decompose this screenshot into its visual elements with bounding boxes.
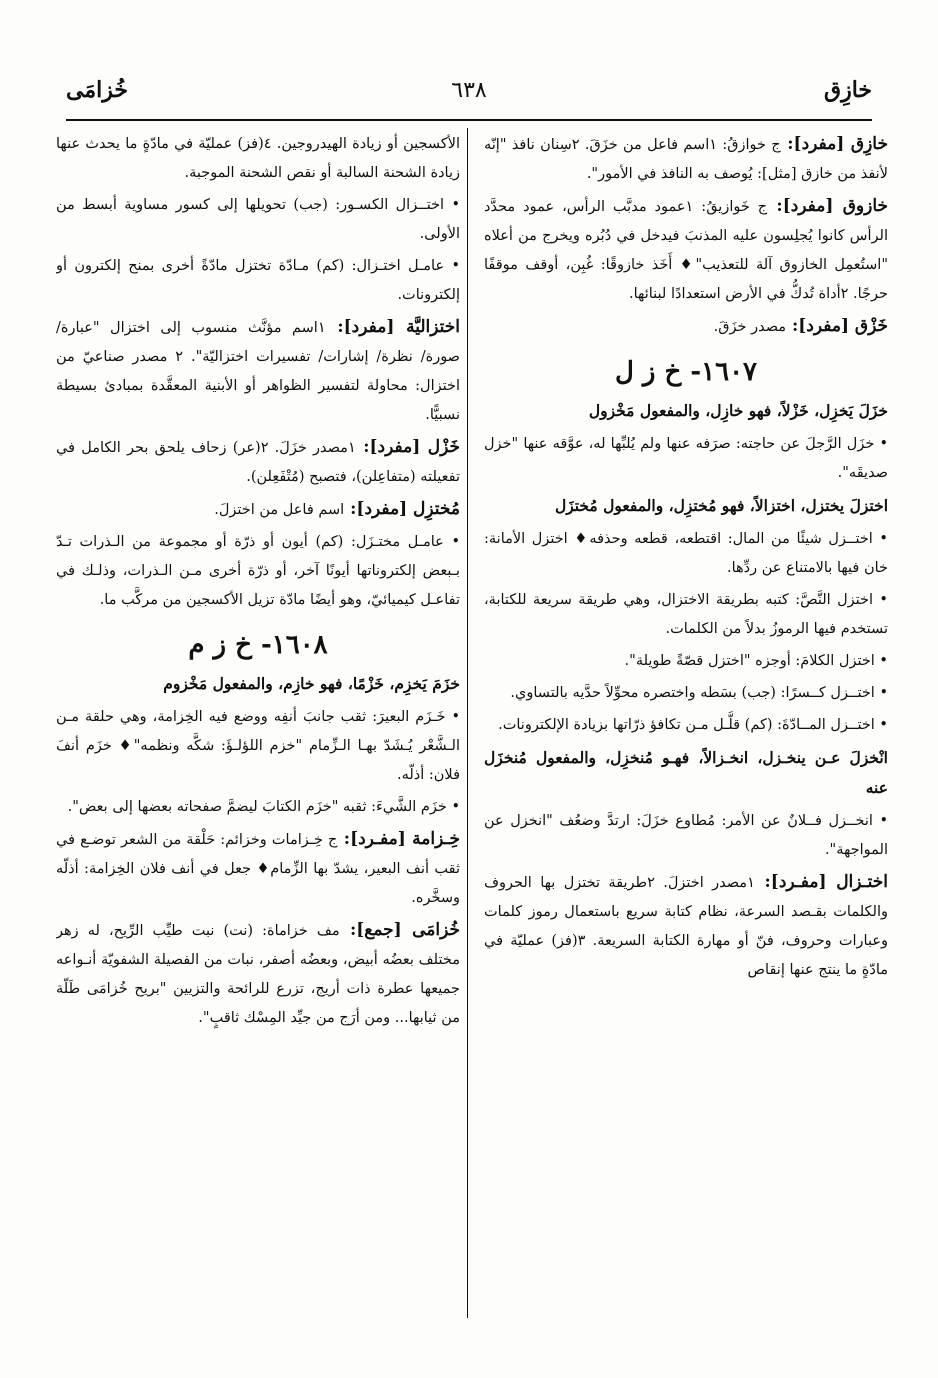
header-left-word: خُزامَى bbox=[66, 77, 128, 103]
right-column bbox=[484, 130, 888, 1338]
header-right-word: خازِق bbox=[824, 77, 872, 103]
entry-definition: ج خَوازيقُ: ١عمود مدبَّب الرأس، عمود محدَّد الرأس كانوا يُجلِسون عليه المذنبَ فيدخل في دُبُره ويخرج من أعلاه "استُعمِل الخازوق آلة للتعذيب"♦ أَخَذ خازوقًا: غُبِن، أوقف موقفًا حرجًا. ٢أداة تُدكُّ في الأرض استعدادًا لبنائها. bbox=[484, 199, 888, 302]
dictionary-entry bbox=[484, 711, 888, 740]
entry-definition: ١اسم مؤنَّث منسوب إلى اختزال "عبارة/ صورة/ نظرة/ إشارات/ تفسيرات اختزاليّة". ٢ مصدر صناعيّ من اختزال: محاولة لتفسير الظواهر أو الأبنية المعقَّدة بمبادئ بسيطة نسبيًّا. bbox=[56, 320, 460, 423]
page-header bbox=[66, 70, 872, 110]
entry-definition: • اختــزل كــسرًا: (جب) بسَطه واختصره محوِّلاً حدَّيه بالتساوي. bbox=[510, 685, 888, 701]
entry-definition: • اختــزل المــادّةَ: (كم) قلَّـل مـن تكافؤ ذرّاتها بزيادة الإلكترونات. bbox=[498, 717, 888, 733]
entry-headword: خِـزامة [مفـرد]: bbox=[337, 829, 460, 849]
entry-definition: مصدر خزَقَ. bbox=[713, 319, 787, 335]
entry-headword: خَزْل [مفرد]: bbox=[355, 437, 460, 457]
dictionary-entry bbox=[484, 807, 888, 865]
entry-definition: الأكسجين أو زيادة الهيدروجين. ٤(فز) عمليّة في مادّةٍ ما يحدث عنها زيادة الشحنة السالبة أو نقص الشحنة الموجبة. bbox=[56, 136, 460, 181]
entry-definition: ج خوازقُ: ١اسم فاعل من خزَقَ. ٢سِنان نافذ "إنّه لأنفذ من خازق [مثل]: يُوصف به النافذ في الأمور". bbox=[484, 137, 888, 182]
entry-definition: • اختزل النَّصَّ: كتبه بطريقة الاختزال، وهي طريقة سريعة للكتابة، تستخدم فيها الرموزُ بدلاً من الكلمات. bbox=[484, 592, 888, 637]
dictionary-entry bbox=[56, 252, 460, 310]
entry-definition: • اختــزال الكسـور: (جب) تحويلها إلى كسور مساوية أبسط من الأولى. bbox=[56, 197, 460, 242]
dictionary-entry bbox=[484, 679, 888, 708]
entry-definition: • انخــزل فــلانٌ عن الأمر: مُطاوع خزَلَ: ارتدَّ وضعُف "انخزل عن المواجهة". bbox=[484, 813, 888, 858]
left-column bbox=[56, 130, 460, 1338]
entry-definition: • اختزل الكلامَ: أوجزه "اختزل قصّةً طويلة". bbox=[624, 653, 888, 669]
verb-conjugation: انْخزلَ عـن ينخـزل، انخـزالاً، فهـو مُنخزِل، والمفعول مُنخزَل عنه bbox=[484, 748, 888, 797]
root-heading: ١٦٠٨- خ ز م bbox=[188, 630, 328, 660]
header-rule bbox=[66, 119, 872, 121]
entry-definition: • خزَم الشَّيءَ: ثقبه "خزَم الكتابَ ليضمَّ صفحاته بعضها إلى بعض". bbox=[67, 799, 460, 815]
entry-definition: • خزَل الرَّجلَ عن حاجته: صرَفه عنها ولم يُلبِّها له، عوَّقه عنها "خزل صديقَه". bbox=[484, 436, 888, 481]
entry-headword: خازوق [مفرد]: bbox=[767, 196, 888, 216]
dictionary-entry bbox=[484, 586, 888, 644]
entry-definition: ج خِـزامات وخزائم: حَلْقة من الشعر توضـع في ثقب أنف البعير، يشدّ بها الزِّمام♦ جعل في أنف فلان الخِزامة: أذلّه وسخَّره. bbox=[56, 832, 460, 906]
dictionary-entry bbox=[56, 916, 460, 1033]
dictionary-entry bbox=[56, 495, 460, 525]
dictionary-entry bbox=[484, 192, 888, 309]
dictionary-entry bbox=[56, 313, 460, 430]
dictionary-entry bbox=[56, 793, 460, 822]
column-divider bbox=[467, 128, 468, 1318]
entry-headword: خازِق [مفرد]: bbox=[780, 134, 888, 154]
entry-headword: خُزامَى [جمع]: bbox=[339, 920, 460, 940]
dictionary-entry bbox=[56, 825, 460, 913]
page-number: ٦٣٨ bbox=[451, 77, 487, 103]
dictionary-entry bbox=[56, 703, 460, 790]
entry-headword: مُختزِل [مفرد]: bbox=[344, 499, 460, 519]
entry-definition: ١مصدر اختزلَ. ٢طريقة تختزل بها الحروف والكلمات بقـصد السرعة، نظام كتابة سريع باستعمال رموز كلمات وعبارات وحروف، فنّ أو مهارة الكتابة السريعة. ٣(فز) عمليّة في مادّةٍ ما ينتج عنها إنقاص bbox=[484, 875, 888, 978]
dictionary-entry bbox=[56, 433, 460, 492]
dictionary-entry bbox=[56, 191, 460, 249]
entry-definition: • اختــزل شيئًا من المال: اقتطعه، قطعه وحذفه♦ اختزل الأمانة: خان فيها بالامتناع عن ردِّها. bbox=[484, 531, 888, 576]
entry-definition: • عامـل اختـزال: (كم) مـادّة تختزل مادّةً أخرى بمنح إلكترون أو إلكترونات. bbox=[56, 258, 460, 303]
verb-conjugation: خزَلَ يَخزِل، خَزْلاً، فهو خازِل، والمفعول مَخْزول bbox=[588, 401, 888, 420]
entry-definition: ١مصدر خزَلَ. ٢(عر) زحاف يلحق بحر الكامل في تفعيلته (متفاعِلن)، فتصبح (مُتْفَعِلن). bbox=[56, 440, 460, 485]
entry-definition: • خَـزَم البعيرَ: ثقب جانبَ أنفِه ووضع فيه الخِزامة، وهي حلقة مـن الـشَّعْر يُـشَدّ بهـا الـزِّمام "خزم اللؤلـؤَ: شكَّه ونظمه"♦ خزَم أنفَ فلان: أذلّه. bbox=[56, 709, 460, 783]
root-heading: ١٦٠٧- خ ز ل bbox=[614, 357, 758, 387]
dictionary-entry bbox=[484, 130, 888, 189]
dictionary-entry bbox=[484, 430, 888, 488]
dictionary-entry bbox=[56, 130, 460, 188]
dictionary-entry bbox=[484, 647, 888, 676]
entry-headword: اختـزال [مفـرد]: bbox=[754, 872, 888, 892]
dictionary-entry bbox=[484, 312, 888, 342]
verb-conjugation: خزَمَ يَخزِم، خَزْمًا، فهو خازِم، والمفعول مَخْزوم bbox=[163, 674, 460, 693]
entry-headword: اختزاليَّة [مفرد]: bbox=[325, 317, 460, 337]
dictionary-entry bbox=[484, 868, 888, 985]
entry-definition: مف خزاماة: (نت) نبت طيِّب الرِّيح، له زهر مختلف بعضُه أبيض، وبعضُه أصفر، نبات من الفصيلة الشفويّة أنـواعه جميعها عطرة ذات أريج، تزرع للرائحة والتزيين "بريح خُزامَى طَلّة من ثيابها... ومن أرَج من جيِّد المِسْك ثاقبٍ". bbox=[56, 923, 460, 1026]
entry-definition: • عامـل مختـزَل: (كم) أيون أو ذرّة أو مجموعة من الـذرات تـدّ بـبعض إلكتروناتها أيونًا آخر، أو ذرّة أخرى مـن الـذرات، وذلـك في تفاعـل كيميائيّ، وهو أيضًا مادّة تزيل الأكسجين من مركَّب ما. bbox=[56, 534, 460, 608]
entry-headword: خَزْق [مفرد]: bbox=[786, 316, 888, 336]
entry-definition: اسم فاعل من اختزلَ. bbox=[214, 502, 345, 518]
verb-conjugation: اختزلَ يختزل، اختزالاً، فهو مُختزِل، والمفعول مُختزَل bbox=[554, 496, 888, 515]
dictionary-entry bbox=[484, 525, 888, 583]
dictionary-entry bbox=[56, 528, 460, 615]
